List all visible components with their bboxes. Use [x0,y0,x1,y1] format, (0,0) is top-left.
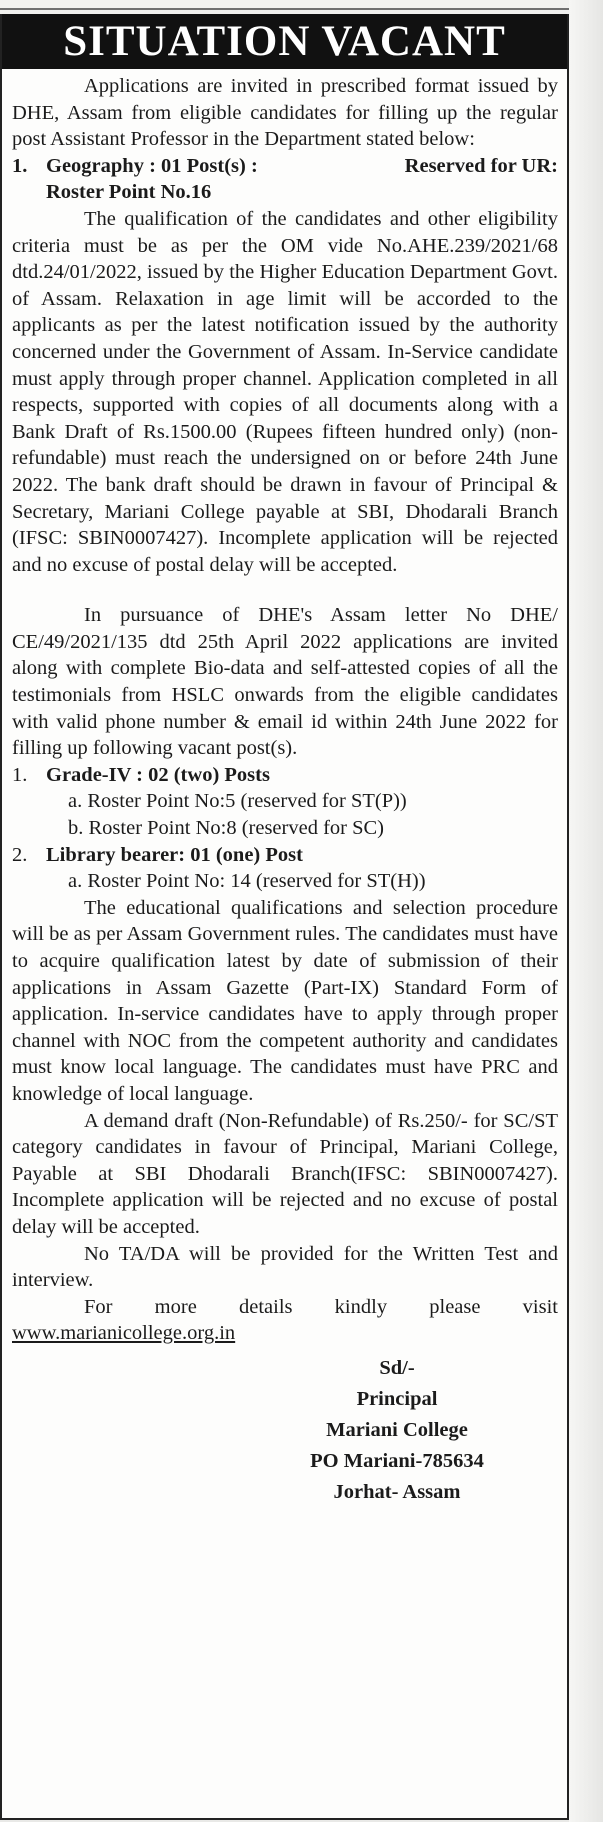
page-margin [569,0,603,1822]
demand-draft-paragraph: A demand draft (Non-Refundable) of Rs.250/- for SC/ST category candidates in favour of Principal, Mariani College, Payable at SBI Dhodarali Branch(IFSC: SBIN0007427). Incomplete application will be rejected and no excuse of postal delay will be accepted. [12,1109,558,1238]
signature-post-office: PO Mariani-785634 [310,1449,484,1472]
roster-point: b. Roster Point No:8 (reserved for SC) [68,817,384,840]
advertisement-body [12,73,558,1508]
post-number: 1. [12,763,28,786]
qualification-paragraph: The educational qualifications and selection procedure will be as per Assam Government rules. The candidates must have to acquire qualification latest by date of submission of their applications in Assam Gazette (Part-IX) Standard Form of application. In-service candidates have to apply through proper channel with NOC from the competent authority and candidates must know local language. The candidates must have PRC and knowledge of local language. [12,896,558,1105]
post-item [12,762,558,789]
section1-post-title: Geography : 01 Post(s) : [46,154,258,177]
section1-item-number: 1. [12,154,28,177]
top-rule [0,8,603,10]
ta-da-paragraph: No TA/DA will be provided for the Written Test and interview. [12,1242,558,1292]
section1-roster-point: Roster Point No.16 [46,181,212,204]
signature-block [277,1353,517,1508]
section1-intro: Applications are invited in prescribed format issued by DHE, Assam from eligible candidates for filling up the regular post Assistant Professor in the Department stated below: [12,75,558,151]
section1-post-item [12,153,558,206]
signature-designation: Principal [356,1387,438,1410]
details-paragraph: For more details kindly please visit [84,1295,558,1318]
website-link[interactable]: www.marianicollege.org.in [12,1322,236,1345]
post-title: Grade-IV : 02 (two) Posts [46,763,270,786]
post-number: 2. [12,843,28,866]
post-item [12,842,558,869]
top-strip [0,0,603,14]
section-divider-space [12,578,558,602]
signature-college: Mariani College [326,1418,468,1441]
roster-point: a. Roster Point No: 14 (reserved for ST(H)) [68,870,426,893]
section1-reserved-label: Reserved for UR: [404,154,558,177]
section1-body: The qualification of the candidates and other eligibility criteria must be as per the OM vide No.AHE.239/2021/68 dtd.24/01/2022, issued by the Higher Education Department Govt. of Assam. Relaxation in age limit will be accorded to the applicants as per the latest notification issued by the authority concerned under the Government of Assam. In-Service candidate must apply through proper channel. Application completed in all respects, supported with copies of all documents along with a Bank Draft of Rs.1500.00 (Rupees fifteen hundred only) (non-refundable) must reach the undersigned on or before 24th June 2022. The bank draft should be drawn in favour of Principal & Secretary, Mariani College payable at SBI, Dhodarali Branch (IFSC: SBIN0007427). Incomplete application will be rejected and no excuse of postal delay will be accepted. [12,207,558,576]
signature-place: Jorhat- Assam [333,1480,461,1503]
roster-point: a. Roster Point No:5 (reserved for ST(P)) [68,790,407,813]
page-title: SITUATION VACANT [2,14,567,69]
section2-intro: In pursuance of DHE's Assam letter No DHE/ CE/49/2021/135 dtd 25th April 2022 applications are invited along with complete Bio-data and self-attested copies of all the testimonials from HSLC onwards from the eligible candidates with valid phone number & email id within 24th June 2022 for filling up following vacant post(s). [12,604,558,760]
post-title: Library bearer: 01 (one) Post [46,843,303,866]
signature-sd: Sd/- [379,1356,415,1379]
